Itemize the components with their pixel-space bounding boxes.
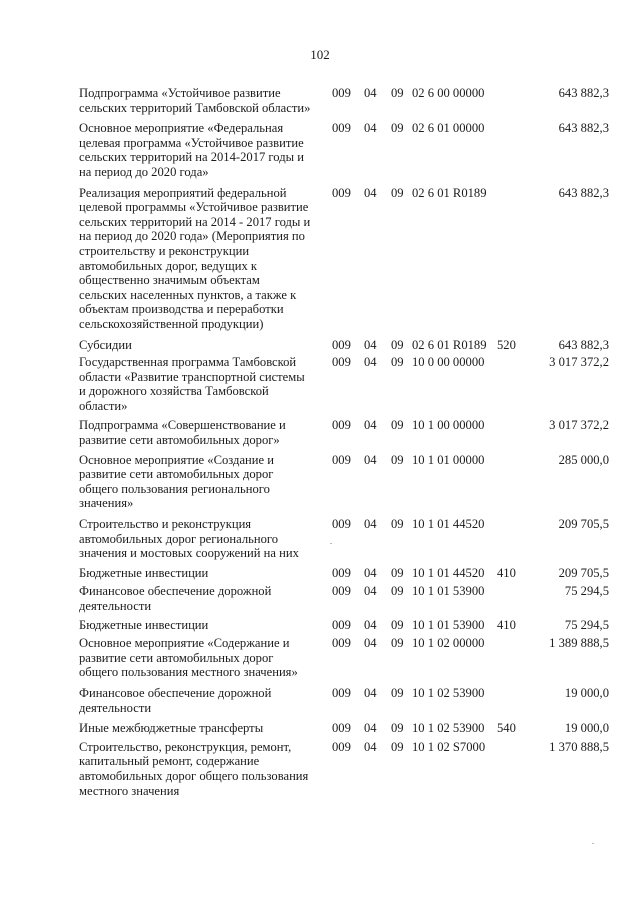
scan-speck xyxy=(330,543,332,544)
table-row xyxy=(79,86,609,115)
row-article-code: 02 6 01 R0189 xyxy=(412,337,487,352)
row-ministry-code: 009 xyxy=(332,337,351,352)
row-subsection-code: 09 xyxy=(391,121,404,136)
row-amount: 209 705,5 xyxy=(558,565,609,580)
row-ministry-code: 009 xyxy=(332,517,351,532)
table-row xyxy=(79,453,609,511)
row-article-code: 10 1 01 00000 xyxy=(412,452,485,467)
row-name: Субсидии xyxy=(79,337,132,352)
table-row xyxy=(79,636,609,680)
table-row xyxy=(79,566,609,581)
row-amount: 1 389 888,5 xyxy=(549,636,609,651)
row-subsection-code: 09 xyxy=(391,418,404,433)
row-ministry-code: 009 xyxy=(332,355,351,370)
row-amount: 3 017 372,2 xyxy=(549,418,609,433)
row-ministry-code: 009 xyxy=(332,739,351,754)
row-subsection-code: 09 xyxy=(391,452,404,467)
row-amount: 75 294,5 xyxy=(564,584,609,599)
row-ministry-code: 009 xyxy=(332,185,351,200)
row-article-code: 02 6 01 R0189 xyxy=(412,185,487,200)
row-article-code: 10 1 01 53900 xyxy=(412,584,485,599)
row-amount: 19 000,0 xyxy=(564,685,609,700)
row-subsection-code: 09 xyxy=(391,517,404,532)
row-amount: 209 705,5 xyxy=(558,517,609,532)
row-name: Финансовое обеспечение дорожной деятельности xyxy=(79,584,272,613)
row-name: Финансовое обеспечение дорожной деятельности xyxy=(79,685,272,715)
row-name: Строительство и реконструкция автомобильных дорог регионального значения и мостовых сооружений на них xyxy=(79,517,299,561)
row-subsection-code: 09 xyxy=(391,337,404,352)
row-subsection-code: 09 xyxy=(391,86,404,100)
row-ministry-code: 009 xyxy=(332,86,351,100)
row-name: Подпрограмма «Устойчивое развитие сельских территорий Тамбовской области» xyxy=(79,86,311,115)
row-section-code: 04 xyxy=(364,355,377,370)
row-section-code: 04 xyxy=(364,185,377,200)
row-article-code: 02 6 01 00000 xyxy=(412,121,485,136)
row-subsection-code: 09 xyxy=(391,739,404,754)
row-amount: 643 882,3 xyxy=(558,86,609,100)
row-amount: 643 882,3 xyxy=(558,121,609,136)
row-article-code: 10 1 02 S7000 xyxy=(412,739,486,754)
row-name: Бюджетные инвестиции xyxy=(79,617,209,632)
row-article-code: 02 6 00 00000 xyxy=(412,86,485,100)
row-section-code: 04 xyxy=(364,617,377,632)
row-section-code: 04 xyxy=(364,721,377,736)
row-subsection-code: 09 xyxy=(391,584,404,599)
row-article-code: 10 1 02 53900 xyxy=(412,721,485,736)
row-section-code: 04 xyxy=(364,452,377,467)
row-subsection-code: 09 xyxy=(391,185,404,200)
row-ministry-code: 009 xyxy=(332,565,351,580)
row-name: Основное мероприятие «Федеральная целевая программа «Устойчивое развитие сельских территорий на 2014-2017 годы и на период до 2020 года» xyxy=(79,121,304,179)
table-row xyxy=(79,584,609,613)
table-row xyxy=(79,686,609,715)
row-amount: 285 000,0 xyxy=(558,452,609,467)
row-ministry-code: 009 xyxy=(332,452,351,467)
row-article-code: 10 1 00 00000 xyxy=(412,418,485,433)
row-ministry-code: 009 xyxy=(332,685,351,700)
row-name: Строительство, реконструкция, ремонт, капитальный ремонт, содержание автомобильных дорог общего пользования местного значения xyxy=(79,739,309,798)
row-ministry-code: 009 xyxy=(332,121,351,136)
row-amount: 643 882,3 xyxy=(558,185,609,200)
row-expense-type: 520 xyxy=(497,337,516,352)
table-row xyxy=(79,338,609,353)
scan-speck xyxy=(592,843,594,844)
row-subsection-code: 09 xyxy=(391,355,404,370)
row-section-code: 04 xyxy=(364,337,377,352)
row-amount: 643 882,3 xyxy=(558,337,609,352)
table-row xyxy=(79,186,609,332)
row-amount: 3 017 372,2 xyxy=(549,355,609,370)
table-row xyxy=(79,355,609,413)
row-section-code: 04 xyxy=(364,517,377,532)
row-subsection-code: 09 xyxy=(391,721,404,736)
row-expense-type: 540 xyxy=(497,721,516,736)
row-section-code: 04 xyxy=(364,636,377,651)
row-name: Подпрограмма «Совершенствование и развитие сети автомобильных дорог» xyxy=(79,418,286,448)
row-amount: 1 370 888,5 xyxy=(549,739,609,754)
row-article-code: 10 0 00 00000 xyxy=(412,355,485,370)
row-article-code: 10 1 02 00000 xyxy=(412,636,485,651)
row-name: Основное мероприятие «Содержание и развитие сети автомобильных дорог общего пользования местного значения» xyxy=(79,636,298,680)
row-article-code: 10 1 01 53900 xyxy=(412,617,485,632)
row-subsection-code: 09 xyxy=(391,636,404,651)
row-article-code: 10 1 01 44520 xyxy=(412,565,485,580)
table-row xyxy=(79,740,609,798)
row-subsection-code: 09 xyxy=(391,685,404,700)
row-section-code: 04 xyxy=(364,739,377,754)
page-number: 102 xyxy=(310,47,330,62)
table-row xyxy=(79,418,609,447)
row-subsection-code: 09 xyxy=(391,617,404,632)
row-article-code: 10 1 01 44520 xyxy=(412,517,485,532)
row-name: Бюджетные инвестиции xyxy=(79,565,209,580)
row-ministry-code: 009 xyxy=(332,617,351,632)
row-expense-type: 410 xyxy=(497,565,516,580)
row-ministry-code: 009 xyxy=(332,636,351,651)
row-section-code: 04 xyxy=(364,565,377,580)
table-row xyxy=(79,618,609,633)
row-name: Реализация мероприятий федеральной целевой программы «Устойчивое развитие сельских территорий на 2014 - 2017 годы и на период до 2020 года» (Мероприятия по строительству и реконструкции автомобильных дорог, ведущих к общественно значимым объектам сельских населенных пунктов, а также к объектам производства и переработки сельскохозяйственной продукции) xyxy=(79,185,311,331)
row-ministry-code: 009 xyxy=(332,584,351,599)
row-amount: 75 294,5 xyxy=(564,617,609,632)
row-article-code: 10 1 02 53900 xyxy=(412,685,485,700)
table-row xyxy=(79,517,609,561)
table-row xyxy=(79,721,609,736)
row-ministry-code: 009 xyxy=(332,721,351,736)
budget-table xyxy=(79,86,609,803)
row-name: Государственная программа Тамбовской области «Развитие транспортной системы и дорожного хозяйства Тамбовской области» xyxy=(79,355,305,413)
row-expense-type: 410 xyxy=(497,617,516,632)
row-section-code: 04 xyxy=(364,584,377,599)
row-section-code: 04 xyxy=(364,418,377,433)
row-section-code: 04 xyxy=(364,86,377,100)
row-name: Иные межбюджетные трансферты xyxy=(79,721,264,736)
row-name: Основное мероприятие «Создание и развитие сети автомобильных дорог общего пользования регионального значения» xyxy=(79,452,274,511)
table-row xyxy=(79,121,609,179)
row-subsection-code: 09 xyxy=(391,565,404,580)
row-amount: 19 000,0 xyxy=(564,721,609,736)
row-ministry-code: 009 xyxy=(332,418,351,433)
row-section-code: 04 xyxy=(364,121,377,136)
row-section-code: 04 xyxy=(364,685,377,700)
